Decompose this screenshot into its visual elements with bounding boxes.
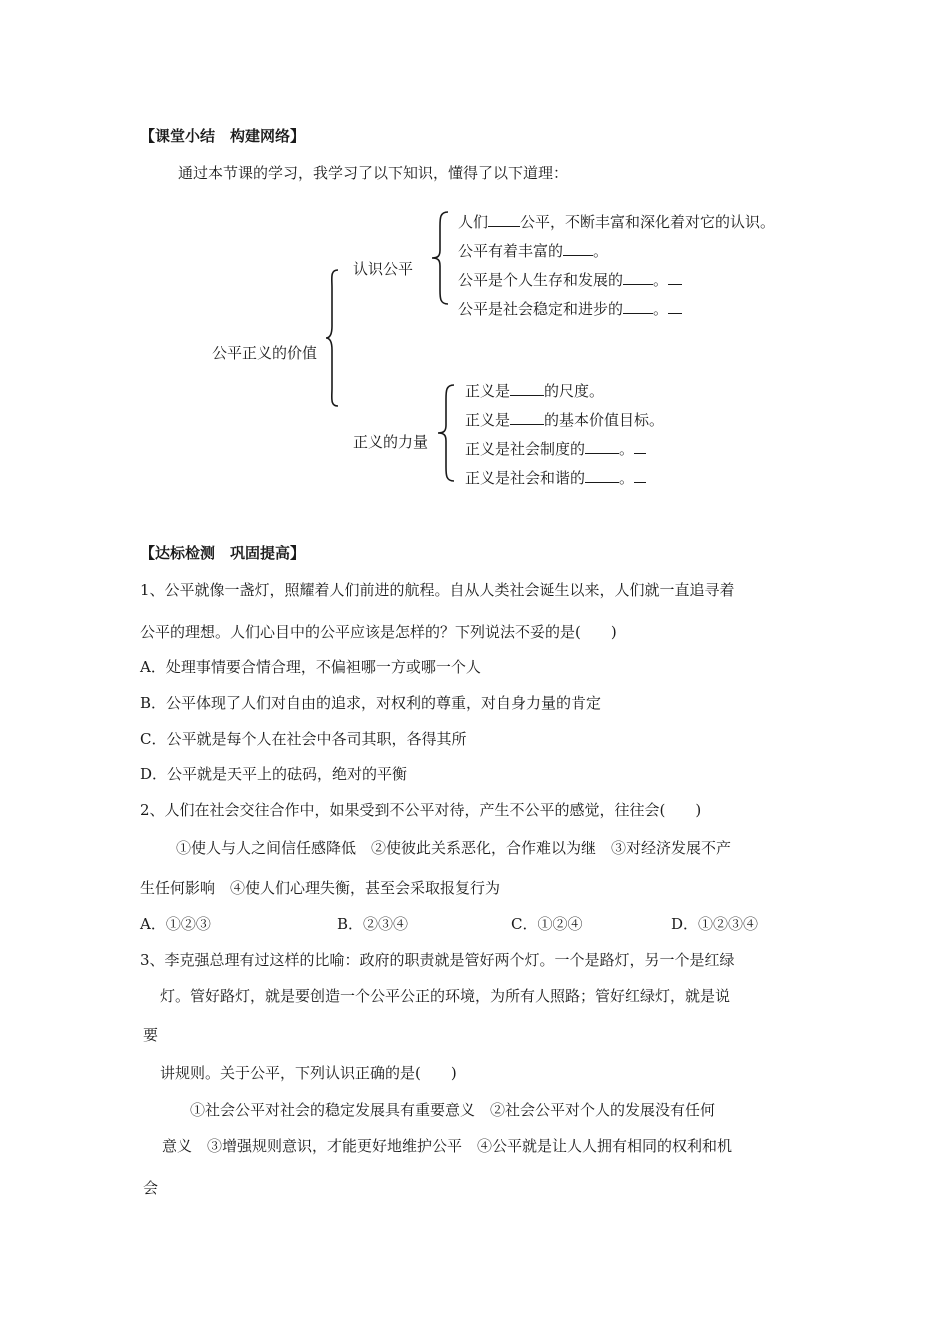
q2-line3: 生任何影响 ④使人们心理失衡，甚至会采取报复行为	[140, 879, 501, 897]
q3-line3: 要	[143, 1026, 159, 1044]
branch1-item-3: 公平是个人生存和发展的 。	[458, 269, 682, 290]
section-heading-summary: 【课堂小结 构建网络】	[140, 127, 306, 145]
fill-blank	[585, 438, 619, 454]
branch-label-power-of-justice: 正义的力量	[353, 433, 429, 451]
q3-line7: 会	[143, 1179, 159, 1197]
fill-blank	[585, 467, 619, 483]
section-heading-test: 【达标检测 巩固提高】	[140, 544, 306, 562]
fill-blank-tail	[634, 438, 646, 454]
fill-blank	[563, 240, 593, 256]
q1-option-b: B．公平体现了人们对自由的追求，对权利的尊重，对自身力量的肯定	[140, 694, 602, 712]
fill-blank-tail	[634, 467, 646, 483]
q2-option-c: C．①②④	[511, 915, 583, 933]
fill-blank	[623, 298, 653, 314]
branch2-item-2: 正义是 的基本价值目标。	[465, 411, 665, 429]
fill-blank-tail	[668, 298, 682, 314]
q2-option-a: A．①②③	[140, 915, 211, 933]
branch2-brace	[436, 383, 456, 483]
fill-blank	[510, 409, 544, 425]
q1-option-d: D．公平就是天平上的砝码，绝对的平衡	[140, 765, 408, 783]
branch-label-recognize-fairness: 认识公平	[353, 260, 414, 278]
q2-option-d: D．①②③④	[671, 915, 759, 933]
branch1-item-4: 公平是社会稳定和进步的 。	[458, 298, 682, 319]
branch2-item-4: 正义是社会和谐的 。	[465, 467, 646, 488]
mindmap-root: 公平正义的价值	[212, 344, 318, 362]
q1-line2: 公平的理想。人们心目中的公平应该是怎样的？下列说法不妥的是( )	[140, 623, 617, 641]
q3-line2: 灯。管好路灯，就是要创造一个公平公正的环境，为所有人照路；管好红绿灯，就是说	[160, 987, 731, 1005]
q3-line6: 意义 ③增强规则意识，才能更好地维护公平 ④公平就是让人人拥有相同的权利和机	[162, 1137, 733, 1155]
q2-line1: 2、人们在社会交往合作中，如果受到不公平对待，产生不公平的感觉，往往会( )	[140, 801, 702, 819]
q3-line1: 3、李克强总理有过这样的比喻：政府的职责就是管好两个灯。一个是路灯，另一个是红绿	[140, 951, 735, 969]
branch1-brace	[430, 210, 450, 306]
branch2-item-1: 正义是 的尺度。	[465, 382, 605, 400]
fill-blank	[623, 269, 653, 285]
q1-option-a: A．处理事情要合情合理，不偏袒哪一方或哪一个人	[140, 658, 481, 676]
q3-line5: ①社会公平对社会的稳定发展具有重要意义 ②社会公平对个人的发展没有任何	[190, 1101, 716, 1119]
summary-intro: 通过本节课的学习，我学习了以下知识，懂得了以下道理：	[178, 164, 569, 182]
branch2-item-3: 正义是社会制度的 。	[465, 438, 646, 459]
q3-line4: 讲规则。关于公平，下列认识正确的是( )	[160, 1064, 457, 1082]
q2-option-b: B．②③④	[337, 915, 409, 933]
root-brace	[326, 268, 340, 408]
fill-blank	[488, 211, 520, 227]
fill-blank-tail	[668, 269, 682, 285]
q2-line2: ①使人与人之间信任感降低 ②使彼此关系恶化，合作难以为继 ③对经济发展不产	[176, 839, 732, 857]
fill-blank	[510, 380, 544, 396]
branch1-item-2: 公平有着丰富的 。	[458, 242, 609, 260]
q1-option-c: C．公平就是每个人在社会中各司其职，各得其所	[140, 730, 467, 748]
branch1-item-1: 人们 公平，不断丰富和深化着对它的认识。	[458, 213, 776, 231]
q1-line1: 1、公平就像一盏灯，照耀着人们前进的航程。自从人类社会诞生以来，人们就一直追寻着	[140, 581, 735, 599]
